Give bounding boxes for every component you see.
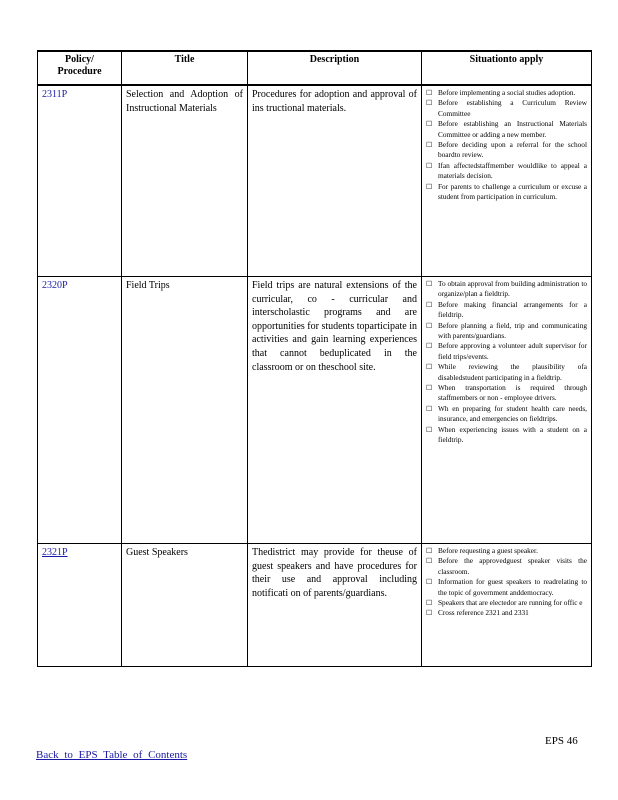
situation-list [426,279,587,446]
header-description: Description [248,51,422,85]
situation-item: ☐ When transportation is required through staffmembers or non - employee drivers. [426,383,587,403]
situation-item: ☐ Before approving a volunteer adult supervisor for field trips/events. [426,341,587,361]
table-row [38,277,592,544]
checkbox-bullet-icon: ☐ [426,182,433,191]
checkbox-bullet-icon: ☐ [426,578,433,587]
header-policy: Policy/ Procedure [38,51,122,85]
page-number: EPS 46 [545,735,578,747]
checkbox-bullet-icon: ☐ [426,120,433,129]
title-cell: Guest Speakers [122,544,248,667]
situation-item: ☐ Before deciding upon a referral for the school boardto review. [426,140,587,160]
situation-list [426,88,587,202]
checkbox-bullet-icon: ☐ [426,141,433,150]
checkbox-bullet-icon: ☐ [426,404,433,413]
checkbox-bullet-icon: ☐ [426,89,433,97]
table-row [38,544,592,667]
policy-table [37,50,592,667]
situation-item: ☐ While reviewing the plausibility ofa disabledstudent participating in a fieldtrip. [426,362,587,382]
situation-item: ☐ Before the approvedguest speaker visits the classroom. [426,556,587,576]
checkbox-bullet-icon: ☐ [426,599,433,608]
situation-cell [422,544,592,667]
policy-link-2321p[interactable]: 2321P [42,547,68,558]
checkbox-bullet-icon: ☐ [426,425,433,434]
checkbox-bullet-icon: ☐ [426,300,433,309]
policy-link-2311p[interactable]: 2311P [42,89,68,100]
situation-item: ☐ Before establishing a Curriculum Review Committee [426,98,587,118]
situation-item: ☐ Before making financial arrangements for a fieldtrip. [426,299,587,320]
situation-list [426,546,587,619]
description-cell: Procedures for adoption and approval of ins tructional materials. [248,85,422,277]
situation-item: ☐ Wh en preparing for student health care needs, insurance, and emergencies on fieldtrips. [426,403,587,424]
situation-item: ☐ Before establishing an Instructional Materials Committee or adding a new member. [426,119,587,139]
policy-cell [38,544,122,667]
policy-link-2320p[interactable]: 2320P [42,280,68,291]
title-cell: Field Trips [122,277,248,544]
checkbox-bullet-icon: ☐ [426,557,433,566]
table-header-row [38,51,592,85]
situation-item: ☐ To obtain approval from building administration to organize/plan a fieldtrip. [426,279,587,299]
checkbox-bullet-icon: ☐ [426,384,433,393]
situation-item: ☐ For parents to challenge a curriculum or excuse a student from participation in curriculum. [426,181,587,202]
situation-cell [422,277,592,544]
situation-item: ☐ Cross reference 2321 and 2331 [426,608,529,618]
situation-item: ☐ Before implementing a social studies adoption. [426,88,576,97]
back-to-contents-link[interactable]: Back to EPS Table of Contents [36,749,188,761]
checkbox-bullet-icon: ☐ [426,342,433,351]
policy-cell [38,85,122,277]
policy-cell [38,277,122,544]
checkbox-bullet-icon: ☐ [426,99,433,108]
situation-cell [422,85,592,277]
checkbox-bullet-icon: ☐ [426,161,433,170]
description-cell: Field trips are natural extensions of the curricular, co - curricular and interscholastic programs and are opportunities for students toparticipate in activities and gain learning experiences that cannot beduplicated in the classroom or on theschool site. [248,277,422,544]
header-situation: Situationto apply [422,51,592,85]
situation-item: ☐ Speakers that are electedor are running for offic e [426,598,583,608]
situation-item: ☐ Information for guest speakers to readrelating to the topic of government anddemocracy. [426,577,587,597]
checkbox-bullet-icon: ☐ [426,363,433,372]
checkbox-bullet-icon: ☐ [426,321,433,330]
table-row [38,85,592,277]
situation-item: ☐ Before planning a field, trip and communicating with parents/guardians. [426,320,587,341]
situation-item: ☐ Ifan affectedstaffmember wouldlike to appeal a materials decision. [426,160,587,181]
title-cell: Selection and Adoption of Instructional Materials [122,85,248,277]
checkbox-bullet-icon: ☐ [426,609,433,618]
checkbox-bullet-icon: ☐ [426,547,433,555]
situation-item: ☐ Before requesting a guest speaker. [426,546,538,555]
situation-item: ☐ When experiencing issues with a student on a fieldtrip. [426,424,587,445]
header-title: Title [122,51,248,85]
checkbox-bullet-icon: ☐ [426,280,433,288]
description-cell: Thedistrict may provide for theuse of guest speakers and have procedures for their use and approval including notificati on of parents/guardians. [248,544,422,667]
